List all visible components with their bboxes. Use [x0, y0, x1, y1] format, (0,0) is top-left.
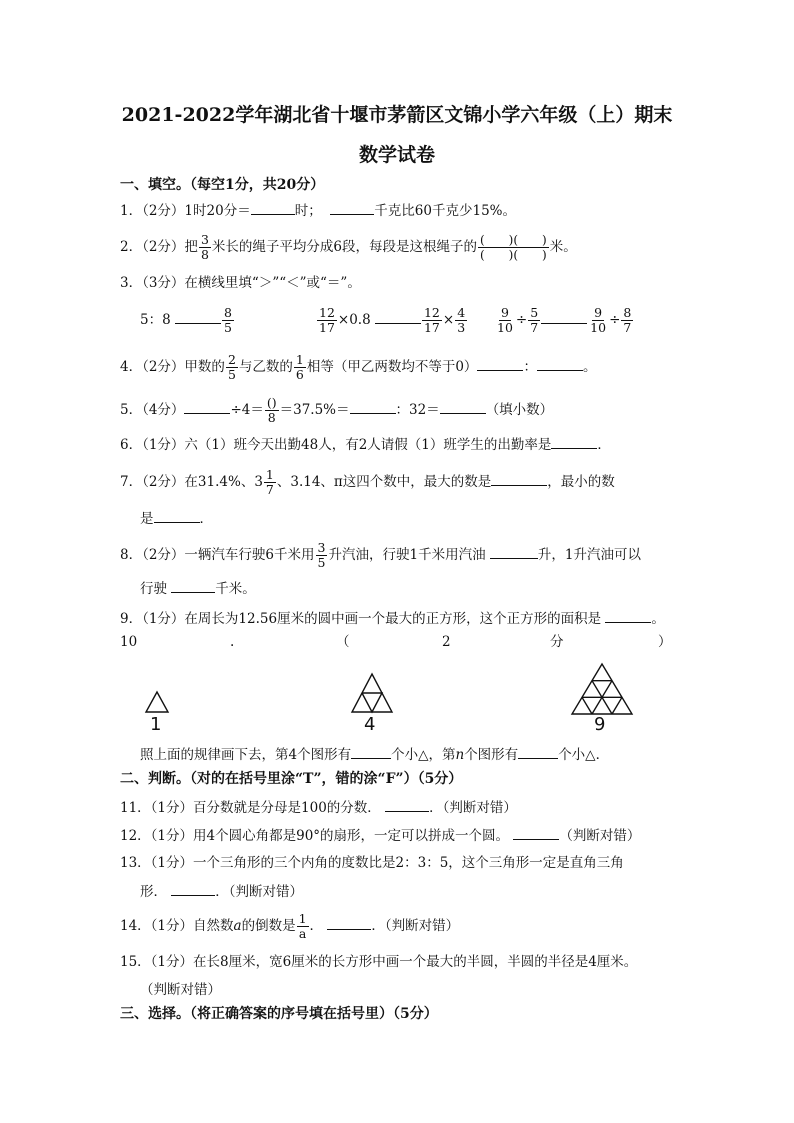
answer-blank[interactable]	[490, 544, 538, 559]
fraction: $\frac{1}{7}$	[265, 467, 274, 497]
question-10-dot: .	[230, 634, 235, 650]
answer-blank[interactable]	[327, 915, 371, 930]
answer-blank[interactable]	[375, 309, 421, 324]
question-8: 8．（2分）一辆汽车行驶6千米用 $\frac{3}{5}$ 升汽油，行驶1千米用汽油 升，1升汽油可以	[120, 540, 641, 570]
fraction: $\frac{2}{5}$	[227, 352, 236, 382]
answer-blank[interactable]	[551, 434, 597, 449]
question-13-cont: 形． ．（判断对错）	[140, 881, 303, 902]
question-5: 5．（4分） ÷4＝ $\frac{()}{8}$ ＝37.5%＝ ：32＝ （填小数）	[120, 395, 554, 425]
answer-blank[interactable]	[171, 881, 215, 896]
fraction: $\frac{5}{7}$	[530, 305, 539, 335]
question-8-cont: 行驶 千米。	[140, 578, 256, 599]
answer-blank[interactable]	[350, 399, 396, 414]
question-11: 11．（1分）百分数就是分母是100的分数． ．（判断对错）	[120, 797, 517, 818]
triangle-figure-3	[570, 662, 634, 716]
question-10-points: 2	[442, 634, 451, 650]
answer-blank[interactable]	[477, 356, 523, 371]
page-subtitle: 数学试卷	[358, 144, 435, 166]
question-13: 13．（1分）一个三角形的三个内角的度数比是2：3：5，这个三角形一定是直角三角	[120, 855, 624, 871]
answer-blank[interactable]	[385, 797, 429, 812]
answer-fraction-blank[interactable]: $\frac{()}{8}$	[266, 395, 277, 425]
question-10-number: 10	[120, 634, 138, 650]
fraction: $\frac{9}{10}$	[590, 305, 607, 335]
fraction: $\frac{1}{6}$	[295, 352, 304, 382]
question-3-expr-1: 5：8 $\frac{8}{5}$	[140, 305, 232, 335]
answer-blank[interactable]	[440, 399, 486, 414]
question-2: 2．（2分）把 $\frac{3}{8}$ 米长的绳子平均分成6段，每段是这根绳子的 $\frac{( )( )}{( )( )}$ 米。	[120, 232, 577, 262]
answer-blank[interactable]	[171, 578, 215, 593]
question-4: 4．（2分）甲数的 $\frac{2}{5}$ 与乙数的 $\frac{1}{6}$ 相等（甲乙两数均不等于0） ： 。	[120, 352, 597, 382]
answer-blank[interactable]	[518, 744, 558, 759]
fraction: $\frac{8}{5}$	[223, 305, 232, 335]
question-3-expr-2: $\frac{12}{17}$ ×0.8 $\frac{12}{17}$ × $\frac{4}{3}$	[319, 305, 466, 335]
question-15-cont: （判断对错）	[140, 982, 221, 998]
question-6: 6．（1分）六（1）班今天出勤48人，有2人请假（1）班学生的出勤率是 ．	[120, 434, 611, 455]
answer-blank[interactable]	[537, 356, 583, 371]
question-3-expr-3: $\frac{9}{10}$ ÷ $\frac{5}{7}$ $\frac{9}{10}$ ÷ $\frac{8}{7}$	[497, 305, 632, 335]
figure-label-1: 1	[150, 714, 162, 735]
question-1: 1．（2分）1时20分＝ 时； 千克比60千克少15%。	[120, 200, 516, 221]
fraction: $\frac{4}{3}$	[457, 305, 466, 335]
section-choice-heading: 三、选择。（将正确答案的序号填在括号里）（5分）	[120, 1006, 438, 1022]
question-10-paren-open: （	[336, 634, 350, 650]
question-12: 12．（1分）用4个圆心角都是90°的扇形，一定可以拼成一个圆。 （判断对错）	[120, 825, 640, 846]
triangle-figure-2	[350, 672, 394, 714]
answer-blank[interactable]	[351, 744, 391, 759]
answer-blank[interactable]	[541, 309, 587, 324]
answer-blank[interactable]	[513, 825, 559, 840]
answer-blank[interactable]	[605, 608, 651, 623]
fraction: $\frac{1}{a}$	[298, 911, 307, 941]
fraction: $\frac{8}{7}$	[623, 305, 632, 335]
triangle-figure-1	[144, 690, 170, 714]
answer-fraction-blank[interactable]: $\frac{( )( )}{( )( )}$	[479, 233, 547, 262]
fraction: $\frac{9}{10}$	[497, 305, 513, 335]
fraction: $\frac{3}{8}$	[200, 232, 209, 262]
answer-blank[interactable]	[251, 200, 295, 215]
answer-blank[interactable]	[330, 200, 374, 215]
answer-blank[interactable]	[154, 508, 200, 523]
question-7-cont: 是 ．	[140, 508, 213, 529]
question-10-paren-close: ）	[658, 634, 672, 650]
figure-label-2: 4	[364, 714, 376, 735]
answer-blank[interactable]	[491, 471, 547, 486]
figure-label-3: 9	[594, 714, 606, 735]
fraction: $\frac{12}{17}$	[423, 305, 440, 335]
question-10-text: 照上面的规律画下去，第4个图形有 个小△，第n个图形有 个小△．	[140, 744, 609, 765]
question-14: 14．（1分）自然数a的倒数是 $\frac{1}{a}$ ． ．（判断对错）	[120, 911, 460, 941]
question-3: 3．（3分）在横线里填“＞”“＜”或“＝”。	[120, 275, 361, 291]
question-10-points-unit: 分	[550, 634, 564, 650]
section-fill-in-heading: 一、填空。（每空1分，共20分）	[120, 177, 325, 193]
answer-blank[interactable]	[184, 399, 230, 414]
fraction: $\frac{3}{5}$	[317, 540, 326, 570]
fraction: $\frac{12}{17}$	[319, 305, 335, 335]
question-7: 7．（2分）在31.4%、3 $\frac{1}{7}$ 、3.14、π这四个数中，最大的数是 ，最小的数	[120, 467, 615, 497]
question-9: 9．（1分）在周长为12.56厘米的圆中画一个最大的正方形，这个正方形的面积是 。	[120, 608, 665, 629]
page-title: 2021-2022学年湖北省十堰市茅箭区文锦小学六年级（上）期末	[121, 104, 673, 126]
answer-blank[interactable]	[175, 309, 221, 324]
section-judge-heading: 二、判断。（对的在括号里涂“T”，错的涂“F”）（5分）	[120, 771, 463, 787]
question-15: 15．（1分）在长8厘米，宽6厘米的长方形中画一个最大的半圆，半圆的半径是4厘米。	[120, 954, 638, 970]
